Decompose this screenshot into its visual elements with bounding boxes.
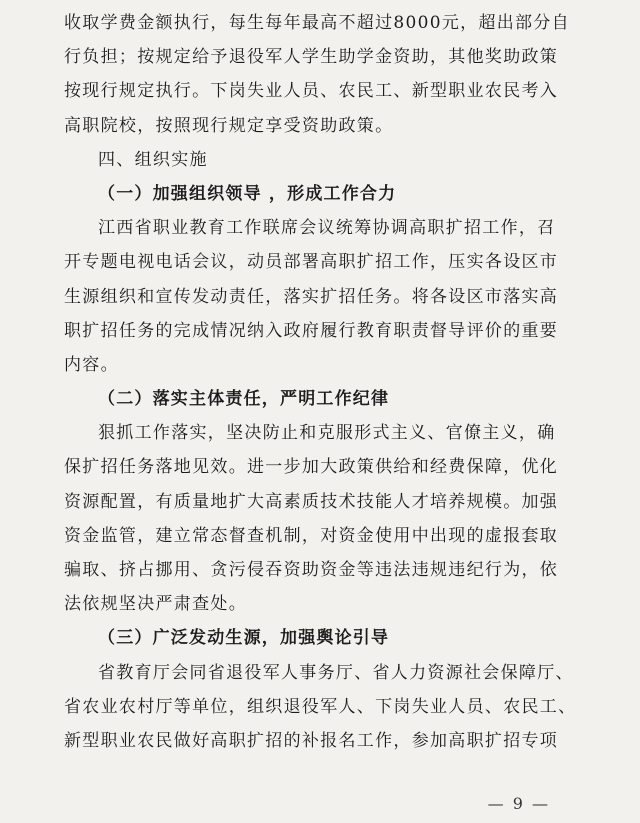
text-line: 新型职业农民做好高职扩招的补报名工作，参加高职扩招专项 (64, 731, 559, 751)
text-line: 骗取、挤占挪用、贪污侵吞资助资金等违法违规违纪行为，依 (64, 560, 559, 581)
subsection-title: （三）广泛发动生源，加强舆论引导 (98, 628, 390, 649)
subsection-paragraph (64, 211, 578, 382)
text-line: 资金监管，建立常态督查机制，对资金使用中出现的虚报套取 (64, 525, 559, 546)
text-line: 省教育厅会同省退役军人事务厅、省人力资源社会保障厅、 (98, 662, 574, 683)
subsection-title: （二）落实主体责任，严明工作纪律 (98, 389, 390, 410)
text-line: 狠抓工作落实，坚决防止和克服形式主义、官僚主义，确 (98, 423, 556, 444)
subsection-paragraph (64, 656, 578, 759)
text-line: 按现行规定执行。下岗失业人员、农民工、新型职业农民考入 (64, 81, 559, 102)
text-line: 江西省职业教育工作联席会议统筹协调高职扩招工作，召 (98, 218, 556, 239)
subsection-paragraph (64, 416, 578, 621)
text-line: 行负担；按规定给予退役军人学生助学金资助，其他奖助政策 (64, 47, 559, 68)
text-line: 职扩招任务的完成情况纳入政府履行教育职责督导评价的重要 (64, 320, 559, 341)
text-line: 省农业农村厅等单位，组织退役军人、下岗失业人员、农民工、 (64, 696, 577, 717)
text-line: 生源组织和宣传发动责任，落实扩招任务。将各设区市落实高 (64, 286, 559, 307)
text-line: 开专题电视电话会议，动员部署高职扩招工作，压实各设区市 (64, 252, 559, 273)
text-line: 高职院校，按照现行规定享受资助政策。 (64, 115, 394, 136)
intro-paragraph (64, 6, 578, 143)
page-number: — 9 — (487, 794, 550, 813)
section-title: 四、组织实施 (98, 149, 208, 170)
subsection-title: （一）加强组织领导 ，形成工作合力 (98, 183, 397, 204)
text-line: 收取学费金额执行，每生每年最高不超过8000元，超出部分自 (64, 13, 570, 33)
text-line: 内容。 (64, 354, 119, 375)
text-line: 法依规坚决严肃查处。 (64, 594, 247, 615)
text-line: 保扩招任务落地见效。进一步加大政策供给和经费保障，优化 (64, 457, 559, 478)
text-line: 资源配置，有质量地扩大高素质技术技能人才培养规模。加强 (64, 491, 559, 512)
